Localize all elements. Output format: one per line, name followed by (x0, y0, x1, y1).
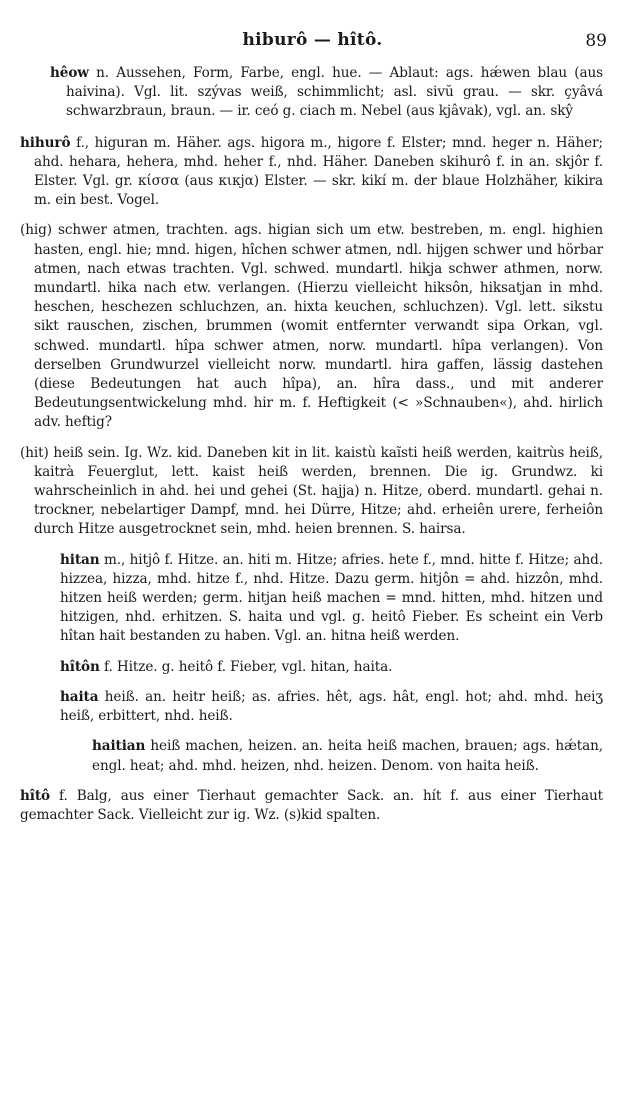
entry-text: (hig) schwer atmen, trachten. ags. higian sich um etw. bestreben, m. engl. highien hasten, engl. hie; mnd. higen, hîchen schwer atmen, ndl. hijgen schwer und hörbar atmen, nach etwas trachten. Vgl. schwed. mundartl. hikja schwer athmen, norw. mundartl. hika nach etw. verlangen. (Hierzu vielleicht hiksôn, hiksatjan in mhd. heschen, heschezen schluchzen, an. hixta keuchen, schluchzen). Vgl. lett. sikstu sikt rauschen, zischen, brummen (womit entfernter verwandt sipa Orkan, vgl. schwed. mundartl. hîpa schwer atmen, norw. mundartl. hîpa verlangen). Von derselben Grundwurzel vielleicht norw. mundartl. hira gaffen, lässig dastehen (diese Bedeutungen hat auch hîpa), an. hîra dass., und mit anderer Bedeutungsentwickelung mhd. hir m. f. Heftigkeit (< »Schnauben«), ahd. hirlich adv. heftig? (20, 222, 603, 431)
entry-haita (0, 688, 625, 726)
entry-text: f. Balg, aus einer Tierhaut gemachter Sack. an. hít f. aus einer Tierhaut gemachter Sack. Vielleicht zur ig. Wz. (s)kid spalten. (20, 787, 603, 823)
entry-hiton (0, 658, 625, 677)
entry-haitian (0, 737, 625, 775)
entry-text: heiß. an. heitr heiß; as. afries. hêt, ags. hât, engl. hot; ahd. mhd. heiʒ heiß, erbittert, nhd. heiß. (60, 688, 603, 725)
entry-lemma: hihurô (20, 134, 71, 151)
entry-text: (hit) heiß sein. Ig. Wz. kid. Daneben kit in lit. kaistù kaĩsti heiß werden, kaitrùs heiß, kaitrà Feuerglut, lett. kaist heiß werden, brennen. Die ig. Grundwz. ki wahrscheinlich in ahd. hei und gehei (St. hajja) n. Hitze, oberd. mundartl. gehai n. trockner, nebelartiger Dampf, mnd. hei Dürre, Hitze; ahd. erheiên urere, ferheiôn durch Hitze ausgetrocknet sein, mhd. heien brennen. S. hairsa. (20, 444, 603, 538)
entry-lemma: hêow (50, 65, 89, 81)
running-head: hiburô — hîtô. (242, 30, 383, 50)
entry-hihuro (0, 134, 625, 211)
entry-heow (0, 64, 625, 122)
page-number: 89 (585, 31, 607, 51)
entry-text: f. Hitze. g. heitô f. Fieber, vgl. hitan, haita. (99, 658, 393, 675)
dictionary-entries (0, 64, 625, 836)
entry-hito (0, 787, 625, 825)
entry-hitan (0, 551, 625, 647)
entry-hit (0, 444, 625, 540)
entry-lemma: haitian (92, 738, 146, 755)
entry-hig (0, 221, 625, 432)
entry-text: f., higuran m. Häher. ags. higora m., higore f. Elster; mnd. heger n. Häher; ahd. hehara, hehera, mhd. heher f., nhd. Häher. Daneben skihurô f. in an. skjôr f. Elster. Vgl. gr. κίσσα (aus κικjα) Elster. — skr. kikí m. der blaue Holzhäher, kikira m. ein best. Vogel. (34, 134, 603, 209)
entry-text: m., hitjô f. Hitze. an. hiti m. Hitze; afries. hete f., mnd. hitte f. Hitze; ahd. hizzea, hizza, mhd. hitze f., nhd. Hitze. Dazu germ. hitjôn = ahd. hizzôn, mhd. hitzen heiß werden; germ. hitjan heiß machen = mnd. hitten, mhd. hitzen und hitzigen, nhd. erhitzen. S. haita und vgl. g. heitô Fieber. Es scheint ein Verb hîtan hait bestanden zu haben. Vgl. an. hitna heiß werden. (60, 551, 603, 645)
entry-lemma: haita (60, 688, 99, 705)
page-header (0, 24, 625, 54)
entry-lemma: hîtô (20, 787, 50, 804)
entry-lemma: hitan (60, 551, 100, 568)
entry-text: n. Aussehen, Form, Farbe, engl. hue. — Ablaut: ags. hǽwen blau (aus haivina). Vgl. lit. szývas weiß, schimmlicht; asl. sivŭ grau. — skr. çyâvá schwarzbraun, braun. — ir. ceó g. ciach m. Nebel (aus kjâvak), vgl. an. skŷ (66, 65, 603, 120)
entry-text: heiß machen, heizen. an. heita heiß machen, brauen; ags. hǽtan, engl. heat; ahd. mhd. heizen, nhd. heizen. Denom. von haita heiß. (92, 738, 603, 774)
entry-lemma: hîtôn (60, 658, 100, 675)
